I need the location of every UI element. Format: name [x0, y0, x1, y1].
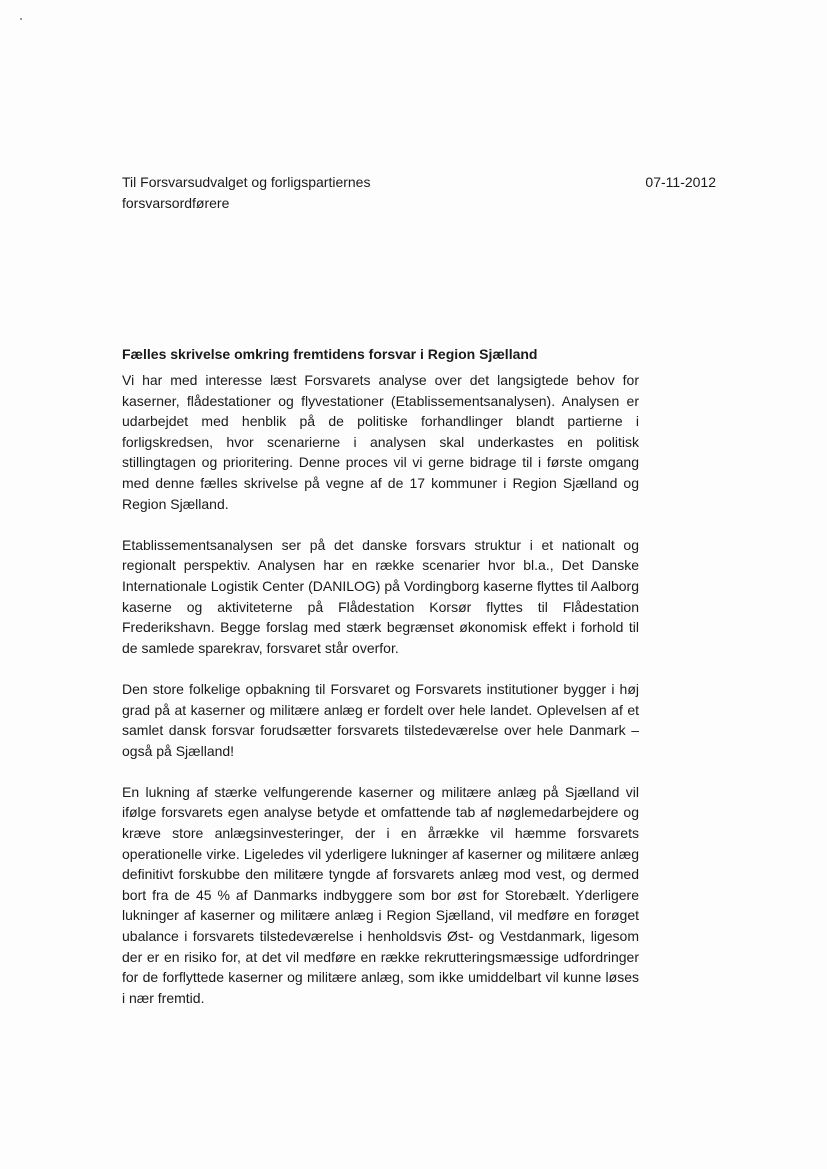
letter-title: Fælles skrivelse omkring fremtidens forsvar i Region Sjælland	[122, 346, 538, 362]
addressee-block	[122, 172, 522, 214]
paragraph-2: Etablissementsanalysen ser på det danske forsvars struktur i et nationalt og regionalt perspektiv. Analysen har en række scenarier hvor bl.a., Det Danske Internationale Logistik Center (DANILOG) på Vordingborg kaserne flyttes til Aalborg kaserne og aktiviteterne på Flådestation Korsør flyttes til Flådestation Frederikshavn. Begge forslag med stærk begrænset økonomisk effekt i forhold til de samlede sparekrav, forsvaret står overfor.	[122, 536, 639, 656]
letter-body	[122, 370, 639, 1008]
letter-date: 07-11-2012	[645, 174, 716, 190]
paragraph-4: En lukning af stærke velfungerende kaserner og militære anlæg på Sjælland vil ifølge forsvarets egen analyse betyde et omfattende tab af nøglemedarbejdere og kræve store anlægsinvesteringer, der i en årrække vil hæmme forsvarets operationelle virke. Ligeledes vil yderligere lukninger af kaserner og militære anlæg definitivt forskubbe den militære tyngde af forsvarets anlæg mod vest, og dermed bort fra de 45 % af Danmarks indbyggere som bor øst for Storebælt. Yderligere lukninger af kaserner og militære anlæg i Region Sjælland, vil medføre en forøget ubalance i forsvarets tilstedeværelse i henholdsvis Øst- og Vestdanmark, ligesom der er en risiko for, at det vil medføre en række rekrutteringsmæssige udfordringer for de forflyttede kaserner og militære anlæg, som ikke umiddelbart vil kunne løses i nær fremtid.	[122, 783, 639, 1006]
paragraph-1: Vi har med interesse læst Forsvarets analyse over det langsigtede behov for kaserner, flådestationer og flyvestationer (Etablissementsanalysen). Analysen er udarbejdet med henblik på de politiske forhandlinger blandt partierne i forligskredsen, hvor scenarierne i analysen skal underkastes en politisk stillingtagen og prioritering. Denne proces vil vi gerne bidrage til i første omgang med denne fælles skrivelse på vegne af de 17 kommuner i Region Sjælland og Region Sjælland.	[122, 372, 639, 512]
addressee-line-1: Til Forsvarsudvalget og forligspartiernes	[122, 174, 371, 190]
addressee-line-2: forsvarsordførere	[122, 195, 230, 211]
scan-speck	[20, 18, 22, 20]
paragraph-3: Den store folkelige opbakning til Forsvaret og Forsvarets institutioner bygger i høj grad på at kaserner og militære anlæg er fordelt over hele landet. Oplevelsen af et samlet dansk forsvar forudsætter forsvarets tilstedeværelse over hele Danmark – også på Sjælland!	[122, 680, 639, 759]
